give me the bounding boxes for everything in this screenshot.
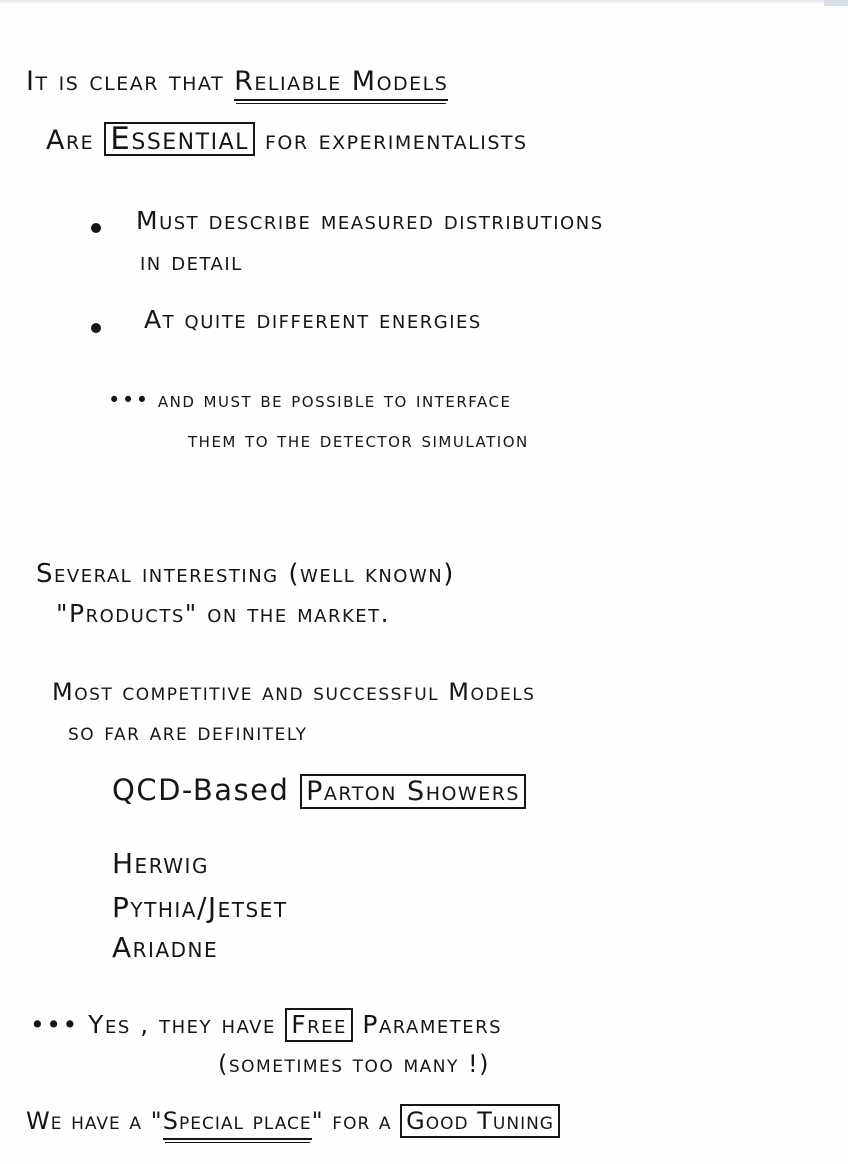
scan-top-edge (0, 0, 848, 4)
boxed-free: Free (285, 1008, 353, 1042)
bullet-dot (91, 223, 101, 233)
line-reliable-models (26, 66, 448, 101)
line-text: Pythia/Jetset (112, 891, 288, 924)
line-text: "Products" on the market. (56, 599, 391, 628)
line-text: Several interesting (well known) (36, 559, 455, 589)
boxed-essential: Essential (104, 122, 255, 156)
generator-ariadne (112, 932, 218, 964)
line-text: Are (46, 125, 105, 156)
line-text: " for a (311, 1107, 401, 1135)
bullet-different-energies (144, 304, 482, 336)
line-text: Must describe measured distributions (136, 206, 604, 235)
line-products-market (56, 598, 390, 630)
line-several-interesting (36, 558, 455, 590)
generator-pythia-jetset (112, 892, 288, 924)
underlined-reliable-models: Reliable Models (234, 66, 448, 101)
bullet-describe-distributions (136, 205, 604, 237)
scan-corner-tab (824, 0, 848, 6)
line-text: QCD-Based (112, 773, 301, 807)
line-text: ••• and must be possible to interface (108, 388, 512, 412)
line-text: We have a " (26, 1107, 163, 1135)
line-text: for experimentalists (254, 125, 528, 156)
line-text: Most competitive and successful Models (52, 678, 536, 706)
line-so-far (68, 716, 307, 748)
line-text: At quite different energies (144, 305, 482, 334)
line-text: Parameters (352, 1010, 503, 1039)
line-text: Ariadne (112, 931, 219, 964)
line-text: ••• Yes , they have (30, 1010, 286, 1039)
line-text: in detail (140, 247, 243, 276)
boxed-good-tuning: Good Tuning (400, 1104, 560, 1138)
generator-herwig (112, 848, 209, 880)
boxed-parton-showers: Parton Showers (300, 774, 526, 809)
line-most-competitive (52, 676, 535, 708)
bullet-dot (91, 323, 101, 333)
line-good-tuning (26, 1104, 560, 1140)
line-text: them to the detector simulation (188, 428, 529, 452)
line-free-parameters (30, 1008, 502, 1042)
line-essential (46, 122, 528, 157)
line-text: It is clear that (26, 66, 235, 97)
line-sometimes-too-many (218, 1048, 490, 1080)
underlined-special-place: Special place (163, 1105, 312, 1140)
line-interface (108, 384, 511, 416)
line-text: so far are definitely (68, 718, 308, 746)
line-text: Herwig (112, 847, 209, 880)
line-qcd-based (112, 774, 526, 809)
bullet-in-detail (140, 246, 243, 278)
line-detector-simulation (188, 424, 529, 456)
line-text: (sometimes too many !) (218, 1050, 490, 1078)
